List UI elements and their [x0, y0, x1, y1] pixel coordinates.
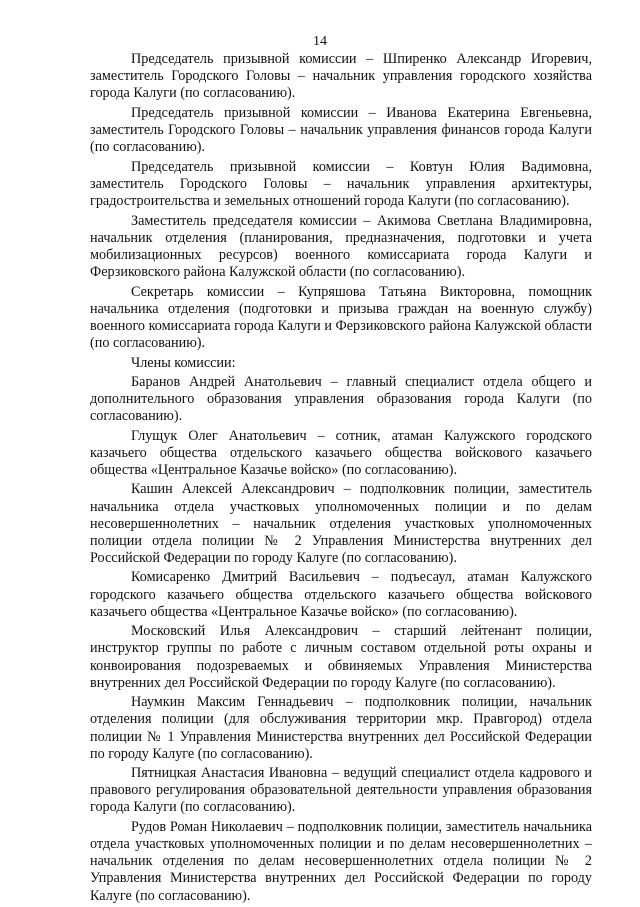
paragraph-members-heading: Члены комиссии:: [131, 354, 236, 371]
page-number: 14: [313, 34, 327, 49]
paragraph-chairman-shpirenko: Председатель призывной комиссии – Шпиренко Александр Игоревич, заместитель Городского Головы – начальник управления городского хозяйства города Калуги (по согласованию).: [90, 51, 592, 102]
paragraph-member-glushchuk: Глущук Олег Анатольевич – сотник, атаман Калужского городского казачьего общества отдельского казачьего общества войскового казачьего общества «Центральное Казачье войско» (по согласованию).: [90, 427, 592, 478]
paragraph-member-rudov: Рудов Роман Николаевич – подполковник полиции, заместитель начальника отдела участковых уполномоченных полиции и по делам несовершеннолетних – начальник отделения по делам несовершеннолетних отдела полиции № 2 Управления Министерства внутренних дел Российской Федерации по городу Калуге (по согласованию).: [90, 819, 592, 904]
paragraph-member-naumkin: Наумкин Максим Геннадьевич – подполковник полиции, начальник отделения полиции (для обслуживания территории мкр. Правгород) отдела полиции № 1 Управления Министерства внутренних дел Российской Федерации по городу Калуге (по согласованию).: [90, 694, 592, 762]
paragraph-chairman-kovtun: Председатель призывной комиссии – Ковтун Юлия Вадимовна, заместитель Городского Головы – начальник управления архитектуры, градостроительства и земельных отношений города Калуги (по согласованию).: [90, 158, 592, 209]
paragraph-chairman-ivanova: Председатель призывной комиссии – Иванова Екатерина Евгеньевна, заместитель Городского Головы – начальник управления финансов города Калуги (по согласованию).: [90, 104, 592, 156]
paragraph-member-baranov: Баранов Андрей Анатольевич – главный специалист отдела общего и дополнительного образования управления образования города Калуги (по согласованию).: [90, 373, 592, 424]
paragraph-secretary-kupryashova: Секретарь комиссии – Купряшова Татьяна Викторовна, помощник начальника отделения (подготовки и призыва граждан на военную службу) военного комиссариата города Калуги и Ферзиковского района Калужской области (по согласованию).: [90, 283, 592, 351]
paragraph-member-pyatnitskaya: Пятницкая Анастасия Ивановна – ведущий специалист отдела кадрового и правового регулирования образовательной деятельности управления образования города Калуги (по согласованию).: [90, 765, 592, 816]
paragraph-deputy-chairman-akimova: Заместитель председателя комиссии – Акимова Светлана Владимировна, начальник отделения (планирования, предназначения, подготовки и учета мобилизационных ресурсов) военного комиссариата города Калуги и Ферзиковского района Калужской области (по согласованию).: [90, 212, 592, 280]
paragraph-member-moskovsky: Московский Илья Александрович – старший лейтенант полиции, инструктор группы по работе с личным составом отдельной роты охраны и конвоирования подозреваемых и обвиняемых Управления Министерства внутренних дел Российской Федерации по городу Калуге (по согласованию).: [90, 623, 592, 691]
document-body: [90, 51, 592, 907]
paragraph-member-komisarenko: Комисаренко Дмитрий Васильевич – подъесаул, атаман Калужского городского казачьего общества отдельского казачьего общества войскового казачьего общества «Центральное Казачье войско» (по согласованию).: [90, 569, 592, 620]
paragraph-member-kashin: Кашин Алексей Александрович – подполковник полиции, заместитель начальника отдела участковых уполномоченных полиции и по делам несовершеннолетних – начальник отделения участковых уполномоченных полиции отдела полиции № 2 Управления Министерства внутренних дел Российской Федерации по городу Калуге (по согласованию).: [90, 481, 592, 566]
